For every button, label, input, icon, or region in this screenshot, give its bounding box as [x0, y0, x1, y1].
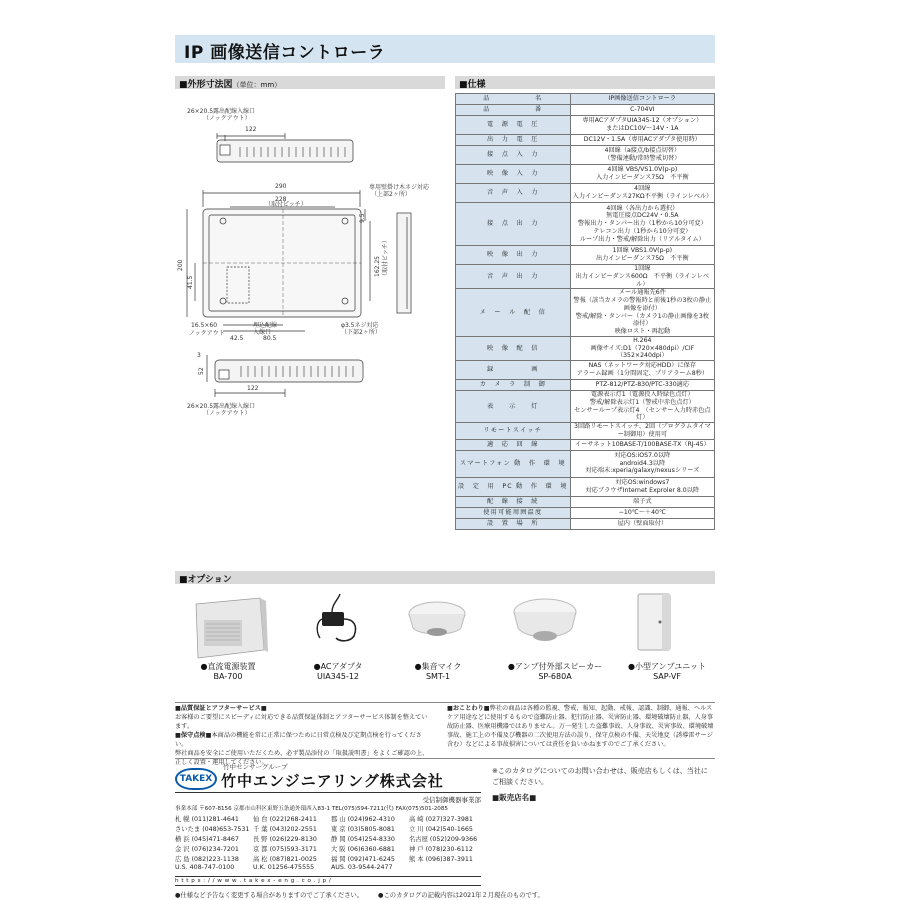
spec-label: 設 置 場 所	[456, 518, 571, 529]
spec-value: H.264 画像サイズ:D1（720×480dpi）/CIF（352×240dpi）	[570, 336, 714, 360]
dimensions-section-bar	[175, 76, 445, 89]
office-phone: 高 崎 (027)327-3981	[409, 816, 473, 823]
spec-row	[456, 518, 715, 529]
spec-value: 4回線 入力インピーダンス27KΩ不平衡（ラインレベル）	[570, 184, 714, 203]
hole-note-2: （上部2ヶ所）	[371, 191, 411, 198]
spec-row	[456, 507, 715, 518]
office-phone: 高 松 (087)821-0025	[253, 856, 317, 863]
spec-label: メ ー ル 配 信	[456, 289, 571, 337]
option-smt-1	[398, 662, 478, 681]
safety-title: ■保守点検■	[175, 731, 212, 739]
spec-value: DC12V・1.5A（専用ACアダプタ使用時）	[570, 135, 714, 146]
office-phone: 神 戸 (078)230-6112	[409, 846, 473, 853]
side-52-label: 52	[198, 367, 205, 375]
spec-value: IP画像送信コントローラ	[570, 94, 714, 105]
spec-value: 対応OS:windows7 対応ブラウザInternet Exproler 8.0以降	[570, 477, 714, 496]
spec-row	[456, 380, 715, 391]
bottom-note-left: ●仕様など予告なく変更する場合がありますのでご了承ください。	[175, 892, 364, 899]
screw-note-1: φ3.5ネジ対応	[341, 322, 379, 329]
top-note-2: （ノックアウト）	[203, 115, 251, 122]
office-phone: 大 阪 (06)6360-6881	[331, 846, 395, 853]
spec-label: 品 番	[456, 105, 571, 116]
spec-value: 対応OS:iOS7.0以降 android4.3以降 対応端末:xperia/galaxy/nexusシリーズ	[570, 450, 714, 477]
spec-label: 音 声 入 力	[456, 184, 571, 203]
spec-value: 1回線 出力インピーダンス600Ω 不平衡（ラインレベル）	[570, 265, 714, 289]
option-name: ●集音マイク	[414, 662, 462, 671]
headquarters: 事業本部 〒607-8156 京都市山科区東野五条通外環西入83-1 TEL(075)594-7211(代) FAX(075)501-2085	[175, 806, 448, 812]
embed-note-2: 入線口	[253, 329, 272, 336]
bottom-note-right: ●このカタログの記載内容は2021年２月現在のものです。	[378, 892, 544, 899]
embed-note-1: 埋込配線	[253, 322, 278, 329]
bottom-note-1: 26×20.5露出配線入線口	[187, 403, 256, 410]
office-phone: U.S. 408-747-0100	[175, 864, 235, 871]
spec-row	[456, 450, 715, 477]
spec-label: 表 示 灯	[456, 391, 571, 423]
office-phone: 長 野 (026)229-8130	[253, 836, 317, 843]
options-section-bar	[175, 571, 715, 584]
spec-row	[456, 146, 715, 165]
option-model: UIA345-12	[316, 671, 360, 681]
option-name: ●直流電源装置	[200, 662, 256, 671]
spec-row	[456, 184, 715, 203]
spec-value: −10℃〜＋40℃	[570, 507, 714, 518]
top-view	[217, 133, 353, 162]
office-phone: 金 沢 (076)234-7201	[175, 846, 239, 853]
office-phone: さいたま (048)653-7531	[175, 826, 250, 833]
spec-label: 出 力 電 圧	[456, 135, 571, 146]
spec-row	[456, 135, 715, 146]
notice-title: ■おことわり■	[447, 705, 490, 712]
spec-label: 接 点 入 力	[456, 146, 571, 165]
office-phone: 福 岡 (092)471-6245	[331, 856, 395, 863]
warranty-title: ■品質保証とアフターサービス■	[175, 705, 267, 712]
height-200-label: 200	[177, 259, 184, 271]
spec-row	[456, 203, 715, 246]
d805-label: 80.5	[263, 335, 277, 342]
spec-value: PTZ-812/PTZ-830/PTC-330適応	[570, 380, 714, 391]
spec-value: 端子式	[570, 496, 714, 507]
hole-note-1: 専用壁掛け木ネジ対応	[369, 184, 430, 191]
safety-text: 本商品の機能を常に正常に保つために日常点検及び定期点検を行ってください。	[175, 731, 422, 748]
spec-row	[456, 391, 715, 423]
spec-label: 設 定 用 PC 動 作 環 境	[456, 477, 571, 496]
spec-label: 接 点 出 力	[456, 203, 571, 246]
spec-value: 4回線（各出力から選択） 無電圧接点DC24V・0.5A 警報出力・タンパー出力（1秒から10分可変） テレコン出力（1秒から10分可変） ループ出力・警戒/解除出力（リアルタイム）	[570, 203, 714, 246]
office-phone: 郡 山 (024)962-4310	[331, 816, 395, 823]
spec-value: 専用ACアダプタUIA345-12（オプション） またはDC10V〜14V・1A	[570, 116, 714, 135]
option-name: ●小型アンプユニット	[628, 662, 706, 671]
top-width-label: 122	[245, 126, 257, 133]
spec-label: リモートスイッチ	[456, 423, 571, 440]
office-phone: 京 都 (075)593-3171	[253, 846, 317, 853]
option-sap-vf	[622, 662, 712, 681]
dealer-label: ■販売店名■	[492, 793, 537, 802]
spec-header-row	[456, 94, 715, 105]
spec-value: C-704VI	[570, 105, 714, 116]
warranty-text: お客様のご要望にスピーディに対応できる品質保証体制とアフターサービス体制を整えています。	[175, 713, 428, 730]
option-model: BA-700	[213, 671, 243, 681]
option-name: ●アンプ付外部スピーカー	[507, 662, 603, 671]
option-sp-680a	[500, 662, 610, 681]
notice-text: 弊社の商品は各種の監視、警戒、報知、起動、戒報、認識、制御、通報、ヘルスケア用途などに使用するもので盗難防止器、犯行防止器、災害防止器、環境破壊防止器、人身事故防止器、医療用機器ではありません。万一発生した盗難事故、人身事故、災害事故、環境破壊事故、施工上の不備及び機器の二次使用方法の誤り、保守点検の不備、天災地変（誘導雷サージ含む）などによる事故損害については責任を負いかねますのでご了承ください。	[447, 705, 714, 748]
spec-row	[456, 361, 715, 380]
ba-700-image	[190, 592, 270, 662]
knock-note-1: 16.5×60	[191, 322, 218, 329]
spec-row	[456, 165, 715, 184]
bottom-width-label: 122	[247, 385, 259, 392]
spec-value: 4回線（a接点/b接点切替） （警備連動/常時警戒切替）	[570, 146, 714, 165]
website-url[interactable]: h t t p s : / / w w w . t a k e x - e n g . c o . j p /	[175, 876, 481, 886]
sp-680a-image	[510, 596, 580, 650]
knock-note-2: ノックアウト	[189, 330, 225, 337]
spec-label: カ メ ラ 制 御	[456, 380, 571, 391]
spec-heading: ■仕様	[459, 80, 486, 90]
spec-value: イーサネット10BASE-T/100BASE-TX（RJ-45）	[570, 439, 714, 450]
office-phone: 千 葉 (043)202-2551	[253, 826, 317, 833]
screw-note-2: （下部2ヶ所）	[341, 329, 381, 336]
d425-label: 42.5	[230, 335, 244, 342]
office-phone: 札 幌 (011)281-4641	[175, 816, 239, 823]
spec-row	[456, 265, 715, 289]
office-phone: 横 浜 (045)471-8467	[175, 836, 239, 843]
spec-label: 録 画	[456, 361, 571, 380]
spec-label: 映 像 配 信	[456, 336, 571, 360]
spec-label: 音 声 出 力	[456, 265, 571, 289]
height-16225-label: 162.25	[374, 256, 381, 277]
footer-divider	[175, 702, 715, 703]
spec-row	[456, 496, 715, 507]
office-phone: 立 川 (042)540-1665	[409, 826, 473, 833]
spec-row	[456, 439, 715, 450]
bottom-view	[207, 355, 363, 397]
safety-text-2: 弊社商品を安全にご使用いただくため、必ず製品添付の「取扱説明書」をよくご確認の上、正しく設置・運用してください。	[175, 749, 429, 766]
front-width-label: 290	[275, 183, 287, 190]
spec-value: メール通報先6件 警報（該当カメラの警報時と前後1秒の3枚の静止画像を添付） 警戒/解除・タンパー（カメラ1の静止画像を3枚添付） 映像ロスト・再起動	[570, 289, 714, 337]
division-name: 受信制御機器事業部	[422, 796, 481, 804]
option-name: ●ACアダプタ	[313, 662, 363, 671]
option-model: SP-680A	[538, 671, 572, 681]
notice-block	[447, 705, 715, 750]
options-heading: ■オプション	[179, 575, 232, 585]
office-phone: 仙 台 (022)268-2411	[253, 816, 317, 823]
spec-table	[455, 93, 715, 530]
spec-label: 配 線 接 続	[456, 496, 571, 507]
dimensions-heading: ■外形寸法図	[179, 80, 233, 90]
front-pitch-label: 228	[275, 196, 287, 203]
spec-label: 電 源 電 圧	[456, 116, 571, 135]
spec-label: 品 名	[456, 94, 571, 105]
spec-label: 使用可能周囲温度	[456, 507, 571, 518]
side-3-label: 3	[197, 352, 201, 359]
company-name: 竹中エンジニアリング株式会社	[221, 772, 444, 790]
option-ba-700	[188, 662, 268, 681]
spec-label: 適 応 回 線	[456, 439, 571, 450]
office-phone: 広 島 (082)223-1138	[175, 856, 239, 863]
option-uia345-12	[298, 662, 378, 681]
footer-divider-2	[175, 758, 715, 759]
page-title: IP 画像送信コントローラ	[184, 43, 386, 63]
office-phone: AUS. 03-9544-2477	[331, 864, 393, 871]
spec-label: 映 像 入 力	[456, 165, 571, 184]
pitch-v-label: （取付ピッチ）	[382, 237, 389, 279]
contact-note: ※このカタログについてのお問い合わせは、販売店もしくは、当社にご相談ください。	[492, 767, 708, 787]
takex-logo: TAKEX	[175, 768, 217, 790]
dimensions-unit: （単位：mm）	[232, 81, 282, 89]
spec-value: 電源表示灯1（電源投入時緑色点灯） 警戒/解除表示灯1（警戒中赤色点灯） センサーループ表示灯4 （センサー入力時赤色点灯）	[570, 391, 714, 423]
spec-row	[456, 105, 715, 116]
spec-label: 映 像 出 力	[456, 246, 571, 265]
office-phone: 熊 本 (096)387-3911	[409, 856, 473, 863]
spec-row	[456, 423, 715, 440]
spec-row	[456, 116, 715, 135]
dimension-drawing	[175, 95, 445, 425]
spec-value: 1回線 VBS1.0V(p-p) 出力インピーダンス75Ω 不平衡	[570, 246, 714, 265]
spec-value: NAS（ネットワーク対応HDD）に保存 アラーム録画（1分間固定、プリアラーム8秒）	[570, 361, 714, 380]
office-phone: 名古屋 (052)209-9366	[409, 836, 478, 843]
spec-section-bar	[455, 76, 715, 89]
spec-value: 4回線 VBS/VS1.0V(p-p) 入力インピーダンス75Ω 不平衡	[570, 165, 714, 184]
spec-row	[456, 246, 715, 265]
spec-value: 屋内（壁面取付）	[570, 518, 714, 529]
ac-adapter-image	[310, 592, 366, 644]
smt-1-image	[405, 598, 469, 646]
group-name: 竹中センサーグループ	[223, 763, 288, 771]
top-note-1: 26×20.5露出配線入線口	[187, 108, 256, 115]
office-phone: 東 京 (03)5805-8081	[331, 826, 395, 833]
spec-row	[456, 477, 715, 496]
height-415-label: 41.5	[187, 275, 194, 289]
front-pitch-note: （取付ピッチ）	[265, 201, 307, 208]
sap-vf-image	[632, 590, 676, 654]
option-model: SAP-VF	[653, 671, 681, 681]
spec-row	[456, 336, 715, 360]
office-phone: U.K. 01256-475555	[253, 864, 315, 871]
spec-label: スマートフォン 動 作 環 境	[456, 450, 571, 477]
height-95-label: 9.5	[359, 213, 366, 223]
option-model: SMT-1	[425, 671, 451, 681]
spec-row	[456, 289, 715, 337]
bottom-note-2: （ノックアウト）	[203, 410, 251, 417]
office-phone: 静 岡 (054)254-8330	[331, 836, 395, 843]
spec-value: 3回路リモートスイッチ、2回（プログラムタイマー制御用）使用可	[570, 423, 714, 440]
company-rule	[175, 792, 481, 793]
